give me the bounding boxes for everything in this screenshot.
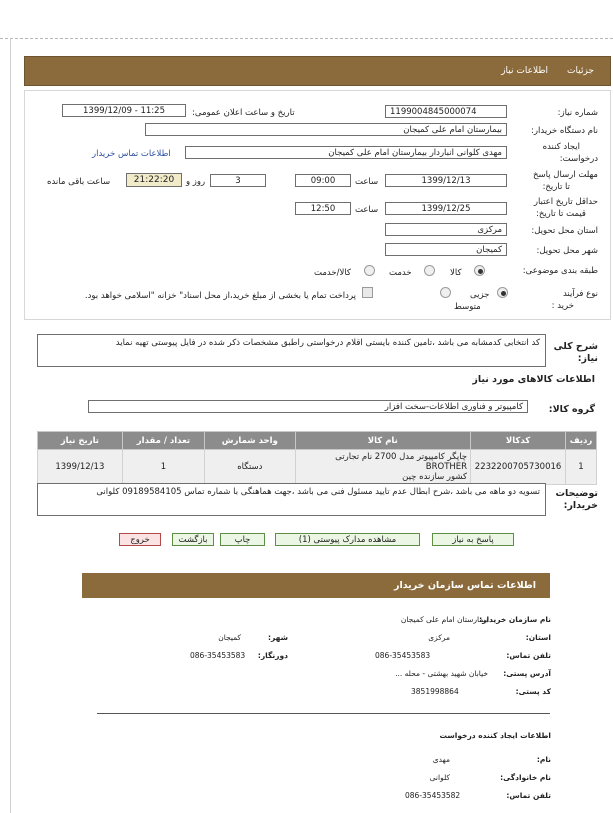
contact-phone-value: 086-35453583 — [375, 651, 431, 660]
category-option-goods-service: کالا/خدمت — [314, 268, 351, 278]
creator-family-value: کلوانی — [429, 773, 450, 782]
cell-name-line1: چاپگر کامپیوتر مدل 2700 نام تجارتی BROTHER — [335, 452, 468, 472]
col-qty: تعداد / مقدار — [122, 432, 204, 450]
contact-org-value: بیمارستان امام علی کمیجان — [400, 615, 488, 624]
goods-section-title: اطلاعات کالاهای مورد نیاز — [472, 374, 595, 385]
treasury-payment-note: پرداخت تمام یا بخشی از مبلغ خرید،از محل اسناد" خزانه "اسلامی خواهد بود. — [84, 291, 356, 301]
announce-date-label: تاریخ و ساعت اعلان عمومی: — [192, 108, 295, 118]
validity-time-label: ساعت — [355, 205, 379, 215]
remaining-time-label: ساعت باقی مانده — [47, 177, 111, 187]
category-option-goods: کالا — [450, 268, 462, 278]
creator-phone-value: 086-35453582 — [405, 791, 461, 800]
contact-org-label: نام سازمان خریدار: — [479, 615, 551, 624]
send-deadline-label-line1: مهلت ارسال پاسخ — [533, 170, 598, 180]
delivery-province-label: استان محل تحویل: — [531, 226, 598, 236]
send-date-field: 1399/12/13 — [385, 174, 507, 187]
remaining-time-field: 21:22:20 — [126, 173, 182, 187]
validity-date-field: 1399/12/25 — [385, 202, 507, 215]
cell-name — [295, 450, 471, 485]
cell-name-line2: کشور سازنده چین — [402, 472, 468, 482]
delivery-province-field: مرکزی — [385, 223, 507, 236]
tab-details[interactable]: جزئیات — [567, 66, 594, 76]
contact-fax-value: 086-35453583 — [190, 651, 246, 660]
exit-button[interactable]: خروج — [119, 533, 161, 546]
buyer-org-label: نام دستگاه خریدار: — [531, 126, 598, 136]
contact-phone-label: تلفن تماس: — [506, 651, 551, 660]
process-radio-minor[interactable] — [497, 287, 508, 298]
creator-field: مهدی کلوانی انباردار بیمارستان امام علی کمیجان — [185, 146, 507, 159]
goods-table — [37, 431, 597, 485]
category-option-service: خدمت — [389, 268, 412, 278]
creator-label-line1: ایجاد کننده — [542, 142, 580, 152]
cell-date: 1399/12/13 — [38, 450, 123, 485]
creator-label-line2: درخواست: — [559, 154, 598, 164]
send-time-field: 09:00 — [295, 174, 351, 187]
need-number-field: 1199004845000074 — [385, 105, 507, 118]
buyer-org-field: بیمارستان امام علی کمیجان — [145, 123, 507, 136]
cell-row: 1 — [566, 450, 597, 485]
col-name: نام کالا — [295, 432, 471, 450]
description-label: شرح کلی نیاز: — [553, 341, 598, 364]
goods-group-field: کامپیوتر و فناوری اطلاعات-سخت افزار — [88, 400, 528, 413]
min-validity-label-line1: حداقل تاریخ اعتبار — [533, 197, 598, 207]
col-row: ردیف — [566, 432, 597, 450]
description-box: کد انتخابی کدمشابه می باشد ،تامین کننده بایستی اقلام درخواستی راطبق مشخصات ذکر شده در فایل پیوستی تهیه نماید — [37, 334, 546, 367]
delivery-city-field: کمیجان — [385, 243, 507, 256]
contact-address-label: آدرس پستی: — [503, 669, 551, 678]
table-row — [38, 450, 597, 485]
page-header-bar — [24, 56, 611, 86]
creator-name-value: مهدی — [432, 755, 450, 764]
send-time-label: ساعت — [355, 177, 379, 187]
contact-city-label: شهر: — [268, 633, 288, 642]
buyer-notes-box: تسویه دو ماهه می باشد ،شرح ابطال عدم تایید مسئول فنی می باشد ،جهت هماهنگی با شماره تماس 09189584105 کلوانی — [37, 483, 546, 516]
process-option-minor: جزیی — [470, 290, 490, 300]
creator-family-label: نام خانوادگی: — [500, 773, 551, 782]
top-dashed-divider — [0, 38, 613, 39]
goods-group-label: گروه کالا: — [548, 404, 595, 415]
reply-button[interactable]: پاسخ به نیاز — [432, 533, 514, 546]
page-left-border — [10, 38, 11, 813]
contact-section-bar — [82, 573, 550, 598]
creator-phone-label: تلفن تماس: — [506, 791, 551, 800]
buyer-notes-label: توضیحات خریدار: — [555, 488, 598, 511]
contact-province-label: استان: — [525, 633, 551, 642]
cell-unit: دستگاه — [205, 450, 295, 485]
send-deadline-label-line2: تا تاریخ: — [542, 182, 570, 192]
creator-name-label: نام: — [536, 755, 551, 764]
days-remaining-field: 3 — [210, 174, 266, 187]
process-radio-medium[interactable] — [440, 287, 451, 298]
need-number-label: شماره نیاز: — [557, 108, 598, 118]
contact-postal-value: 3851998864 — [411, 687, 459, 696]
category-radio-service[interactable] — [424, 265, 435, 276]
category-radio-goods-service[interactable] — [364, 265, 375, 276]
days-label: روز و — [186, 177, 206, 187]
back-button[interactable]: بازگشت — [172, 533, 214, 546]
contact-section-title: اطلاعات تماس سازمان خریدار — [393, 580, 536, 591]
min-validity-label-line2: قیمت تا تاریخ: — [535, 209, 586, 219]
cell-qty: 1 — [122, 450, 204, 485]
contact-address-value: خیابان شهید بهشتی - محله ... — [395, 669, 488, 678]
buyer-contact-link[interactable]: اطلاعات تماس خریدار — [92, 149, 171, 159]
process-type-label-line2: خرید : — [551, 301, 574, 311]
contact-postal-label: کد پستی: — [515, 687, 551, 696]
print-button[interactable]: چاپ — [220, 533, 265, 546]
goods-table-header — [38, 432, 597, 450]
process-type-label-line1: نوع فرآیند — [562, 289, 598, 299]
contact-province-value: مرکزی — [428, 633, 450, 642]
col-date: تاریخ نیاز — [38, 432, 123, 450]
col-unit: واحد شمارش — [205, 432, 295, 450]
col-code: کدکالا — [471, 432, 566, 450]
validity-time-field: 12:50 — [295, 202, 351, 215]
category-label: طبقه بندی موضوعی: — [522, 266, 598, 276]
tab-need-info[interactable]: اطلاعات نیاز — [501, 66, 548, 76]
category-radio-goods[interactable] — [474, 265, 485, 276]
creator-info-title: اطلاعات ایجاد کننده درخواست — [439, 731, 551, 740]
contact-fax-label: دورنگار: — [257, 651, 288, 660]
contact-city-value: کمیجان — [218, 633, 241, 642]
delivery-city-label: شهر محل تحویل: — [536, 246, 598, 256]
process-option-medium: متوسط — [454, 302, 481, 312]
treasury-payment-checkbox[interactable] — [362, 287, 373, 298]
contact-divider — [97, 713, 550, 714]
cell-code: 2232200705730016 — [471, 450, 566, 485]
announce-date-field: 1399/12/09 - 11:25 — [62, 104, 186, 117]
view-attachments-button[interactable]: مشاهده مدارک پیوستی (1) — [275, 533, 420, 546]
